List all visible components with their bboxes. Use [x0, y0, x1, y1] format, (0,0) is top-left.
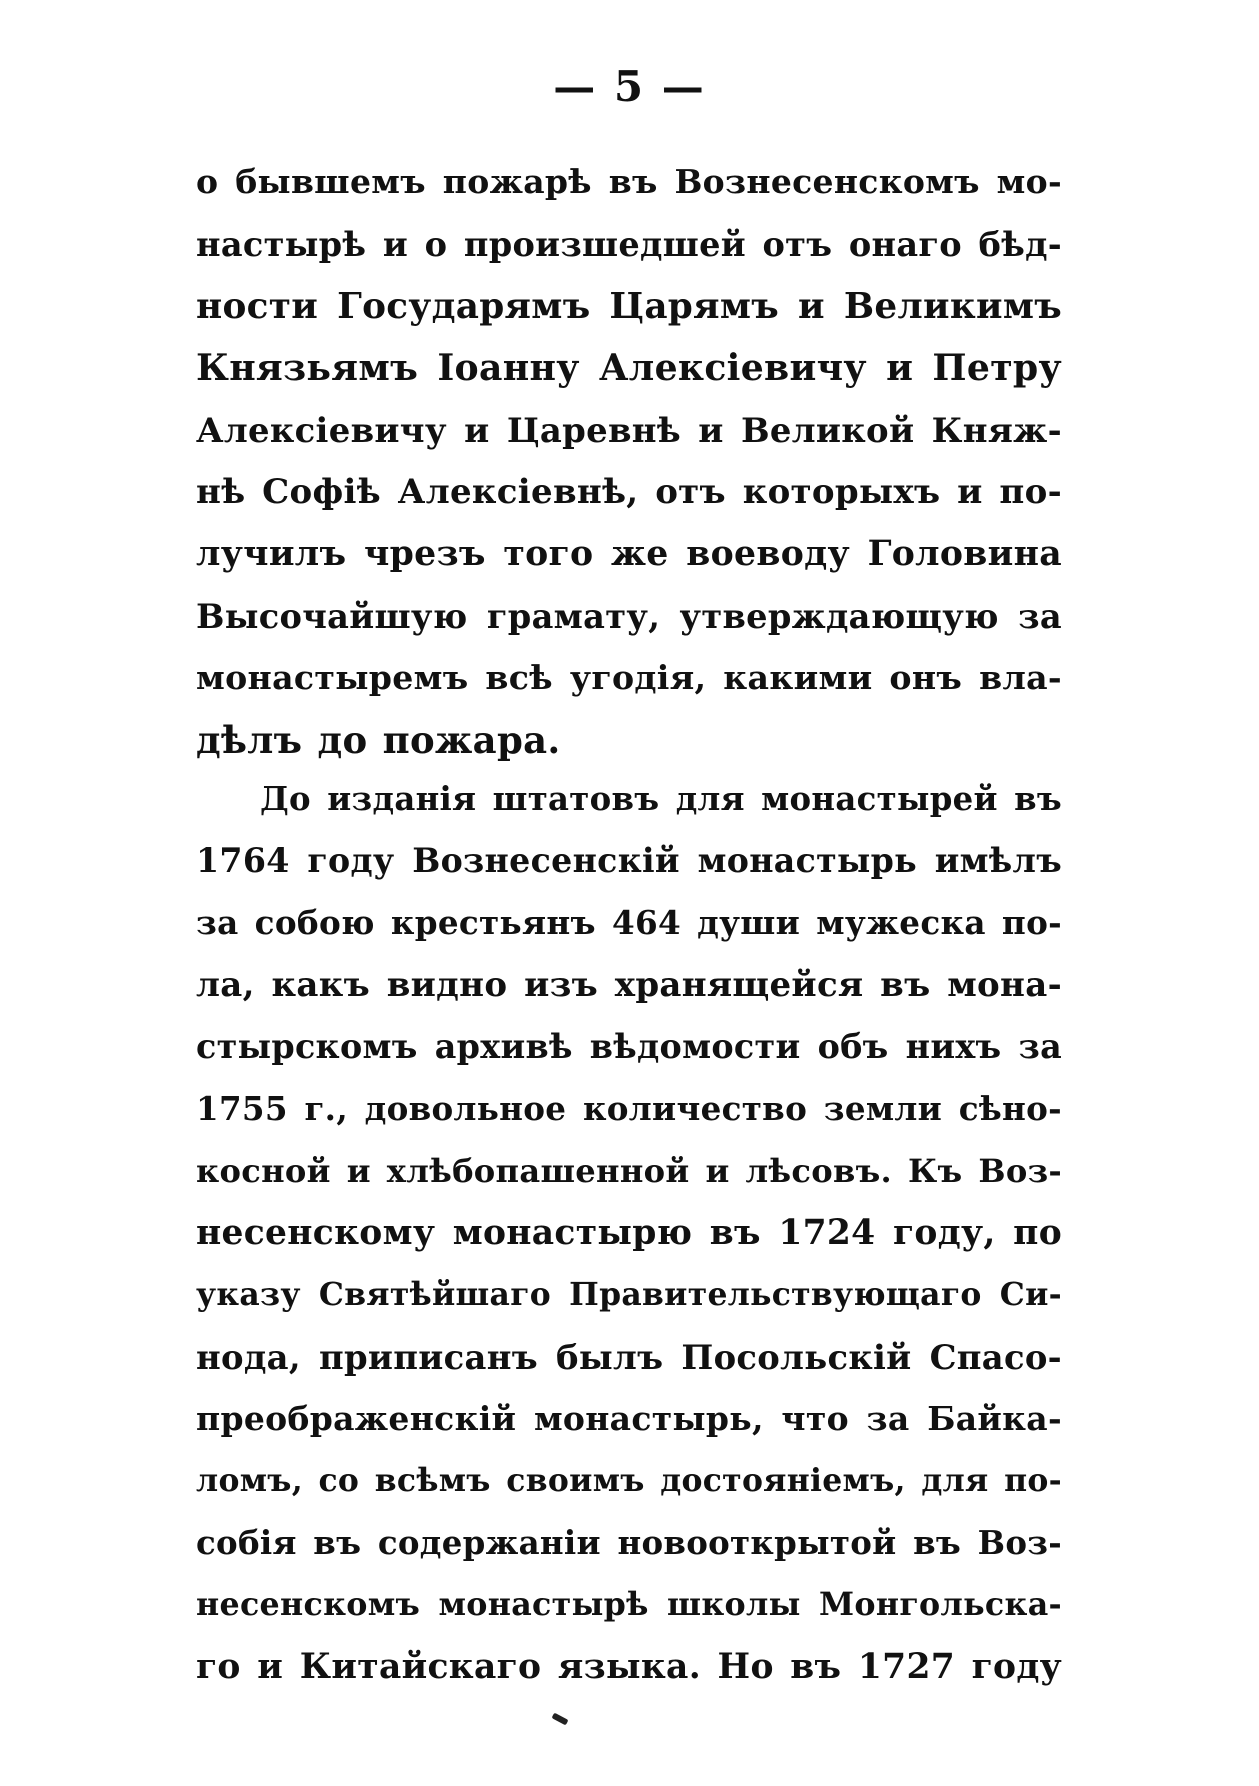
- text-line: лучилъ чрезъ того же воеводу Головина: [196, 533, 1062, 574]
- text-line: монастыремъ всѣ угодія, какими онъ вла-: [196, 658, 1062, 697]
- text-line: До изданія штатовъ для монастырей въ: [260, 780, 1062, 818]
- text-line: 1755 г., довольное количество земли сѣно-: [196, 1089, 1062, 1128]
- text-line: несенскому монастырю въ 1724 году, по: [196, 1213, 1062, 1253]
- text-line: преображенскій монастырь, что за Байка-: [196, 1399, 1062, 1438]
- text-line: о бывшемъ пожарѣ въ Вознесенскомъ мо-: [196, 162, 1062, 201]
- text-line: Алексіевичу и Царевнѣ и Великой Княж-: [196, 410, 1062, 450]
- text-line: Князьямъ Іоанну Алексіевичу и Петру: [196, 346, 1062, 389]
- text-line: нѣ Софіѣ Алексіевнѣ, отъ которыхъ и по-: [196, 472, 1062, 512]
- text-line: косной и хлѣбопашенной и лѣсовъ. Къ Воз-: [196, 1152, 1062, 1190]
- text-line: дѣлъ до пожара.: [196, 718, 561, 762]
- text-line: нода, приписанъ былъ Посольскій Спасо-: [196, 1337, 1062, 1377]
- paragraph-2: [196, 768, 1062, 1698]
- stray-ink-mark: [552, 1713, 569, 1726]
- paragraph-1: [196, 151, 1062, 771]
- text-line: Высочайшую грамату, утверждающую за: [196, 596, 1062, 636]
- text-line: 1764 году Вознесенскій монастырь имѣлъ: [196, 841, 1062, 880]
- text-line: указу Святѣйшаго Правительствующаго Си-: [196, 1277, 1062, 1313]
- text-line: ломъ, со всѣмъ своимъ достояніемъ, для по-: [196, 1462, 1062, 1499]
- text-line: несенскомъ монастырѣ школы Монгольска-: [196, 1586, 1062, 1623]
- text-line: го и Китайскаго языка. Но въ 1727 году: [196, 1647, 1062, 1687]
- page-number: — 5 —: [553, 62, 706, 111]
- text-line: ности Государямъ Царямъ и Великимъ: [196, 285, 1062, 327]
- text-line: ла, какъ видно изъ хранящейся въ мона-: [196, 965, 1062, 1005]
- text-line: настырѣ и о произшедшей отъ онаго бѣд-: [196, 224, 1062, 264]
- text-line: стырскомъ архивѣ вѣдомости объ нихъ за: [196, 1027, 1062, 1066]
- text-line: за собою крестьянъ 464 души мужеска по-: [196, 903, 1062, 942]
- text-line: собія въ содержаніи новооткрытой въ Воз-: [196, 1524, 1062, 1562]
